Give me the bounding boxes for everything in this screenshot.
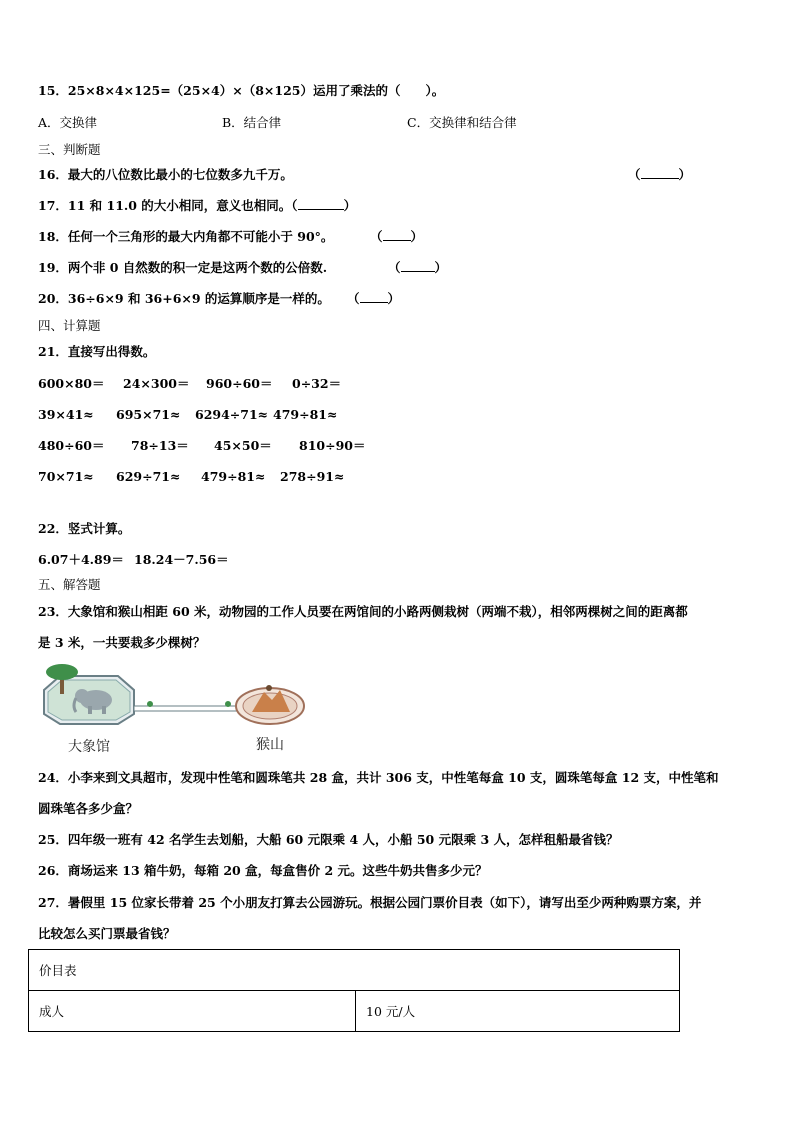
q21-r2-c2: 695×71≈ [116, 407, 181, 422]
price-table [28, 949, 680, 1032]
q26-text: 26．商场运来 13 箱牛奶，每箱 20 盒，每盒售价 2 元。这些牛奶共售多少元？ [38, 863, 488, 878]
q20-answer-paren[interactable]: （ ） [347, 291, 401, 306]
q21-r1-c3: 960÷60＝ [206, 376, 273, 391]
q25-text: 25．四年级一班有 42 名学生去划船，大船 60 元限乘 4 人，小船 50 元限乘 3 人，怎样租船最省钱？ [38, 832, 619, 847]
q21-r3-c3: 45×50＝ [214, 438, 272, 453]
q21-r1-c1: 600×80＝ [38, 376, 105, 391]
q15-option-c: C．交换律和结合律 [407, 115, 517, 130]
q18-answer-paren[interactable]: （ ） [370, 229, 424, 244]
q23-line1: 23．大象馆和猴山相距 60 米，动物园的工作人员要在两馆间的小路两侧栽树（两端不栽），相邻两棵树之间的距离都 [38, 604, 688, 619]
q23-line2: 是 3 米，一共要栽多少棵树？ [38, 635, 206, 650]
price-table-header-row [29, 950, 680, 991]
section-heading-solve: 五、解答题 [38, 577, 101, 592]
q16-answer-paren[interactable]: （ ） [628, 167, 692, 182]
section-heading-calc: 四、计算题 [38, 318, 101, 333]
q27-line2: 比较怎么买门票最省钱？ [38, 926, 176, 941]
q21-r4-c3: 479÷81≈ [201, 469, 266, 484]
label-elephant-house: 大象馆 [68, 739, 110, 755]
section-heading-judge: 三、判断题 [38, 142, 101, 157]
price-table-category: 成人 [29, 991, 356, 1032]
q21-r1-c4: 0÷32＝ [292, 376, 342, 391]
zoo-illustration [38, 662, 308, 757]
zoo-path-diagram [38, 662, 308, 737]
price-table-title: 价目表 [29, 950, 680, 991]
q21-r2-c3: 6294÷71≈ [195, 407, 269, 422]
q17-text: 17．11 和 11.0 的大小相同，意义也相同。（ ） [38, 198, 357, 213]
q21-r4-c2: 629÷71≈ [116, 469, 181, 484]
q15-stem: 15．25×8×4×125=（25×4）×（8×125）运用了乘法的（ ）。 [38, 83, 445, 98]
q21-r1-c2: 24×300＝ [123, 376, 190, 391]
table-row [29, 991, 680, 1032]
q19-answer-paren[interactable]: （ ） [388, 260, 448, 275]
q21-r3-c1: 480÷60＝ [38, 438, 105, 453]
q21-r2-c1: 39×41≈ [38, 407, 94, 422]
q22-stem: 22．竖式计算。 [38, 521, 131, 536]
q22-item-2: 18.24－7.56＝ [134, 552, 229, 567]
q17-answer-paren[interactable]: （ ） [291, 198, 357, 213]
q15-option-b: B．结合律 [222, 115, 282, 130]
q21-r4-c4: 278÷91≈ [280, 469, 345, 484]
q21-r4-c1: 70×71≈ [38, 469, 94, 484]
q22-item-1: 6.07＋4.89＝ [38, 552, 124, 567]
q15-option-a: A．交换律 [38, 115, 98, 130]
q24-line1: 24．小李来到文具超市，发现中性笔和圆珠笔共 28 盒，共计 306 支，中性笔每盒 10 支，圆珠笔每盒 12 支，中性笔和 [38, 770, 719, 785]
q21-r2-c4: 479÷81≈ [273, 407, 338, 422]
q27-line1: 27．暑假里 15 位家长带着 25 个小朋友打算去公园游玩。根据公园门票价目表（如下），请写出至少两种购票方案，并 [38, 895, 702, 910]
q24-line2: 圆珠笔各多少盒？ [38, 801, 139, 816]
q21-r3-c2: 78÷13＝ [131, 438, 189, 453]
q21-r3-c4: 810÷90＝ [299, 438, 366, 453]
q18-text: 18．任何一个三角形的最大内角都不可能小于 90°。 [38, 229, 334, 244]
q20-text: 20．36÷6×9 和 36+6×9 的运算顺序是一样的。 [38, 291, 330, 306]
q21-stem: 21．直接写出得数。 [38, 344, 156, 359]
q19-text: 19．两个非 0 自然数的积一定是这两个数的公倍数. [38, 260, 328, 275]
q16-text: 16．最大的八位数比最小的七位数多九千万。 [38, 167, 293, 182]
price-table-price: 10 元/人 [356, 991, 680, 1032]
label-monkey-mountain: 猴山 [256, 737, 284, 753]
